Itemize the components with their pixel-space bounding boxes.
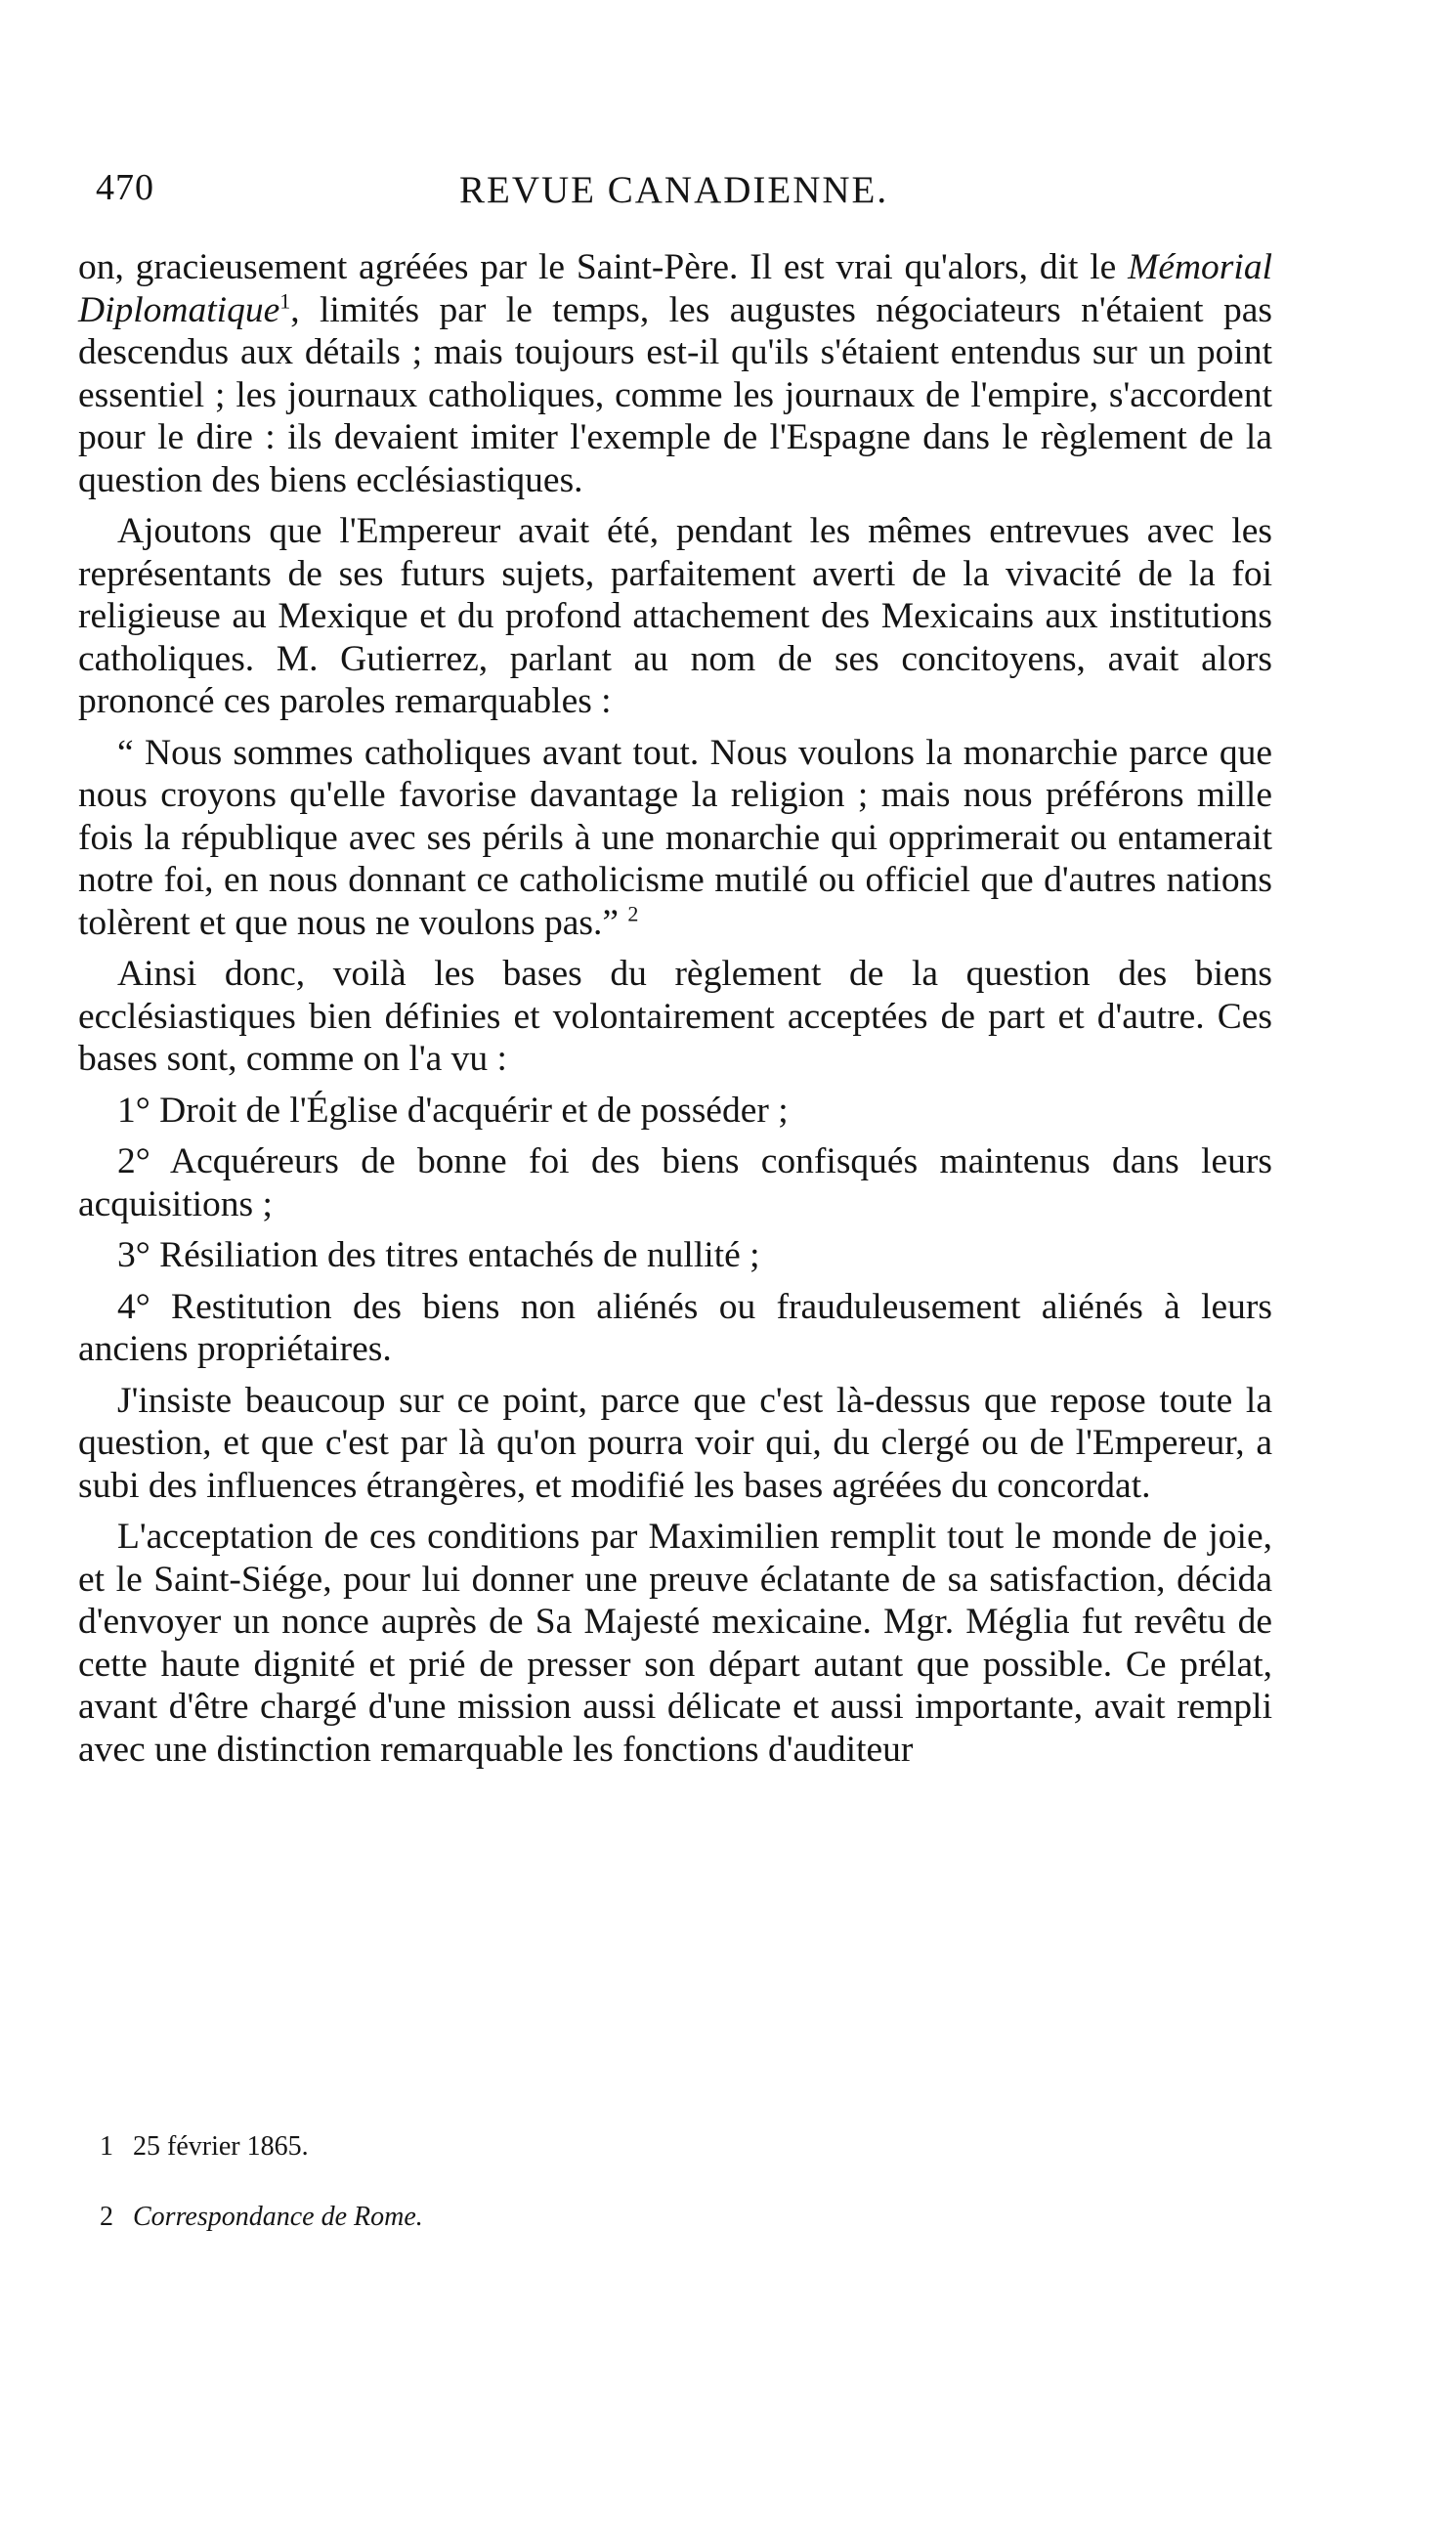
paragraph-1-italic-title: Mémorial Diplomatique [78, 247, 1272, 330]
page-number: 470 [96, 167, 154, 208]
paragraph-1-part-a: on, gracieusement agréées par le Saint-Père. Il est vrai qu'alors, dit le [78, 247, 1129, 287]
footnote-2-text: Correspondance de Rome. [133, 2202, 423, 2232]
footnote-ref-1: 1 [279, 288, 291, 313]
footnote-1-text: 25 février 1865. [133, 2131, 309, 2162]
footnote-2-number: 2 [100, 2202, 113, 2232]
footnote-1-number: 1 [100, 2131, 113, 2162]
quotation-paragraph [78, 732, 1272, 945]
page-header [96, 166, 1268, 225]
footnote-1 [100, 2130, 979, 2164]
running-head: REVUE CANADIENNE. [459, 169, 889, 211]
paragraph-4: Ainsi donc, voilà les bases du règlement de la question des biens ecclésiastiques bien définies et volontairement acceptées de part et d'autre. Ces bases sont, comme on l'a vu : [78, 954, 1272, 1079]
paragraph-1-part-b: , limités par le temps, les augustes négociateurs n'étaient pas descendus aux détails ; mais toujours est-il qu'ils s'étaient entendus sur un point essentiel ; les journaux catholiques, comme les journaux de l'empire, s'accordent pour le dire : ils devaient imiter l'exemple de l'Espagne dans le règlement de la question des biens ecclésiastiques. [78, 289, 1272, 500]
paragraph-2: Ajoutons que l'Empereur avait été, pendant les mêmes entrevues avec les représentants de ses futurs sujets, parfaitement averti de la vivacité de la foi religieuse au Mexique et du profond attachement des Mexicains aux institutions catholiques. M. Gutierrez, parlant au nom de ses concitoyens, avait alors prononcé ces paroles remarquables : [78, 511, 1272, 721]
quotation-text: “ Nous sommes catholiques avant tout. Nous voulons la monarchie parce que nous croyons qu'elle favorise davantage la religion ; mais nous préférons mille fois la république avec ses périls à une monarchie qui opprimerait ou entamerait notre foi, en nous donnant ce catholicisme mutilé ou officiel que d'autres nations tolèrent et que nous ne voulons pas.” [78, 732, 1272, 943]
paragraph-6: L'acceptation de ces conditions par Maximilien remplit tout le monde de joie, et le Saint-Siége, pour lui donner une preuve éclatante de sa satisfaction, décida d'envoyer un nonce auprès de Sa Majesté mexicaine. Mgr. Méglia fut revêtu de cette haute dignité et prié de presser son départ autant que possible. Ce prélat, avant d'être chargé d'une mission aussi délicate et aussi importante, avait rempli avec une distinction remarquable les fonctions d'auditeur [78, 1517, 1272, 1770]
list-item-3: 3° Résiliation des titres entachés de nullité ; [117, 1235, 760, 1275]
footnote-ref-2: 2 [627, 901, 639, 925]
list-item-4: 4° Restitution des biens non aliénés ou frauduleusement aliénés à leurs anciens propriétaires. [78, 1286, 1272, 1369]
footnote-2 [100, 2201, 979, 2234]
paragraph-5: J'insiste beaucoup sur ce point, parce que c'est là-dessus que repose toute la question, et que c'est par là qu'on pourra voir qui, du clergé ou de l'Empereur, a subi des influences étrangères, et modifié les bases agréées du concordat. [78, 1380, 1272, 1506]
footnotes [100, 2130, 979, 2271]
list-item-1: 1° Droit de l'Église d'acquérir et de posséder ; [117, 1090, 789, 1131]
list-item-2: 2° Acquéreurs de bonne foi des biens confisqués maintenus dans leurs acquisitions ; [78, 1141, 1272, 1224]
paragraph-1 [78, 246, 1272, 501]
body-text [78, 246, 1272, 1779]
